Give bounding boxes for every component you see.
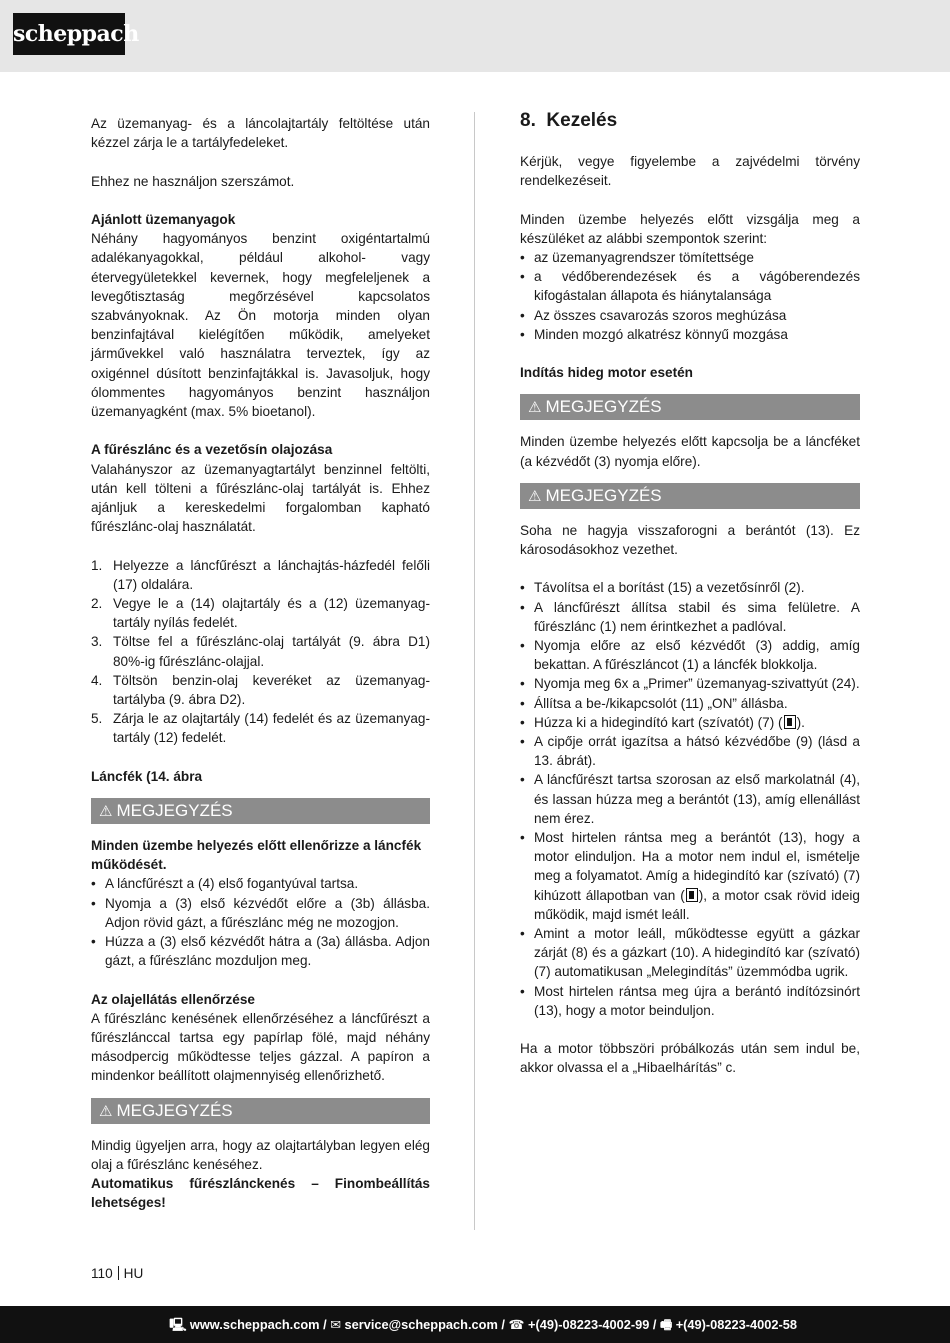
list-item: • Nyomja előre az első kézvédőt (3) addig, amíg bekattan. A fűrészláncot (1) a láncfék blokkolja. bbox=[520, 636, 860, 674]
note-box: ⚠ MEGJEGYZÉS bbox=[91, 1098, 430, 1124]
warning-icon: ⚠ bbox=[528, 487, 542, 505]
warning-icon: ⚠ bbox=[99, 1102, 113, 1120]
list-item: • Most hirtelen rántsa meg a berántót (13), hogy a motor elinduljon. Ha a motor nem indul el, ismételje meg a folyamatot. Amíg a hidegindító kar (szívató) (7) kihúzott állapotban van ( ), a motor csak rövid ideig működik, majd ismét leáll. bbox=[520, 828, 860, 924]
paragraph: Az üzemanyag- és a láncolajtartály feltöltése után kézzel zárja le a tartályfedeleket. bbox=[91, 116, 430, 151]
left-column bbox=[91, 114, 430, 1212]
paragraph: Ha a motor többszöri próbálkozás után sem indul be, akkor olvassa el a „Hibaelhárítás” c. bbox=[520, 1041, 860, 1076]
list-item: • az üzemanyagrendszer tömítettsége bbox=[520, 248, 860, 267]
subheading-check: Az olajellátás ellenőrzése bbox=[91, 991, 255, 1007]
bold-statement: Automatikus fűrészlánckenés – Finombeállítás lehetséges! bbox=[91, 1176, 430, 1211]
bullet-list bbox=[520, 248, 860, 344]
page-number: 110 HU bbox=[91, 1266, 144, 1281]
monitor-icon: 🖳 bbox=[169, 1317, 187, 1332]
list-item: • Húzza a (3) első kézvédőt hátra a (3a) állásba. Adjon gázt, a fűrészlánc mozduljon meg. bbox=[91, 932, 430, 970]
list-item: 4. Töltsön benzin-olaj keveréket az üzemanyag-tartályba (9. ábra D2). bbox=[91, 672, 430, 708]
paragraph: Ehhez ne használjon szerszámot. bbox=[91, 173, 295, 189]
footer-web: www.scheppach.com / bbox=[189, 1317, 327, 1332]
choke-icon bbox=[784, 715, 796, 729]
list-item: • A cipője orrát igazítsa a hátsó kézvédőbe (9) (lásd a 13. ábrát). bbox=[520, 732, 860, 770]
list-item: • Minden mozgó alkatrész könnyű mozgása bbox=[520, 325, 860, 344]
paragraph: Mindig ügyeljen arra, hogy az olajtartályban legyen elég olaj a fűrészlánc kenéséhez. bbox=[91, 1137, 430, 1172]
footer-fax: +(49)-08223-4002-58 bbox=[675, 1317, 797, 1332]
list-item: • Amint a motor leáll, működtesse együtt a gázkar zárját (8) és a gázkart (10). A hidegindító kar (szívató) (7) automatikusan „Melegindítás” üzemmódba ugrik. bbox=[520, 924, 860, 982]
paragraph: Kérjük, vegye figyelembe a zajvédelmi törvény rendelkezéseit. bbox=[520, 154, 860, 189]
paragraph: Minden üzembe helyezés előtt kapcsolja be a láncféket (a kézvédőt (3) nyomja előre). bbox=[520, 434, 860, 469]
choke-icon bbox=[686, 888, 698, 902]
list-item: • Állítsa a be-/kikapcsolót (11) „ON” állásba. bbox=[520, 694, 860, 713]
section-heading: 8. Kezelés bbox=[520, 110, 618, 131]
list-item: • Távolítsa el a borítást (15) a vezetősínről (2). bbox=[520, 578, 860, 597]
footer-mail: service@scheppach.com / bbox=[344, 1317, 505, 1332]
mail-icon: ✉ bbox=[330, 1317, 341, 1332]
footer-bar bbox=[0, 1306, 950, 1343]
list-item: • Most hirtelen rántsa meg újra a berántó indítózsinórt (13), hogy a motor beinduljon. bbox=[520, 982, 860, 1020]
paragraph: A fűrészlánc kenésének ellenőrzéséhez a láncfűrészt a fűrészlánccal tartsa egy papírlap fölé, majd néhány másodpercig működtesse teljes gázzal. A papíron a mindenkor beállított olajmennyiség ellenőrizhető. bbox=[91, 1010, 430, 1084]
bullet-list bbox=[91, 874, 430, 970]
list-item: • a védőberendezések és a vágóberendezés kifogástalan állapota és hiánytalansága bbox=[520, 267, 860, 305]
subheading-fuel: Ajánlott üzemanyagok bbox=[91, 211, 236, 227]
list-item: • Az összes csavarozás szoros meghúzása bbox=[520, 306, 860, 325]
scheppach-logo: scheppach bbox=[13, 13, 125, 55]
subheading-brake: Láncfék (14. ábra bbox=[91, 768, 203, 784]
list-item: • A láncfűrészt tartsa szorosan az első markolatnál (4), és lassan húzza meg a berántót (13), amíg ellenállást nem érez. bbox=[520, 770, 860, 828]
warning-icon: ⚠ bbox=[99, 803, 113, 821]
bullet-list bbox=[520, 578, 860, 1020]
list-item: • Húzza ki a hidegindító kart (szívatót) (7) ( ). bbox=[520, 713, 860, 732]
subheading-oil: A fűrészlánc és a vezetősín olajozása bbox=[91, 442, 333, 458]
paragraph: Valahányszor az üzemanyagtartályt benzinnel feltölti, után kell tölteni a fűrészlánc-olaj tartályát is. Ehhez ajánljuk a kereskedelmi forgalomban kapható fűrészlánc-olaj használatát. bbox=[91, 461, 430, 535]
list-item: 1. Helyezze a láncfűrészt a lánchajtás-házfedél felőli (17) oldalára. bbox=[91, 557, 430, 592]
list-item: • A láncfűrészt állítsa stabil és sima felületre. A fűrészlánc (1) nem érintkezhet a padlóval. bbox=[520, 598, 860, 636]
list-item: • Nyomja a (3) első kézvédőt előre a (3b) állásba. Adjon rövid gázt, a fűrészlánc még ne mozogjon. bbox=[91, 894, 430, 932]
numbered-list bbox=[91, 556, 430, 748]
right-column bbox=[520, 110, 860, 1078]
paragraph: Néhány hagyományos benzint oxigéntartalmú adalékanyagokkal, például alkohol- vagy étervegyületekkel kevernek, hogy megfeleljenek a levegőtisztaság megőrzésével kapcsolatos szabványoknak. Az Ön motorja minden olyan benzinfajtával kielégítően működik, amelyeket járművekkel való használatra terveztek, így az oxigénnel dúsított benzinfajtákkal is. Javasoljuk, hogy ólommentes hagyományos benzint használjon üzemanyagként (max. 5% bioetanol). bbox=[91, 231, 430, 420]
header-band bbox=[0, 0, 950, 72]
bold-statement: Minden üzembe helyezés előtt ellenőrizze a láncfék működését. bbox=[91, 838, 422, 873]
list-item: • A láncfűrészt a (4) első fogantyúval tartsa. bbox=[91, 874, 430, 893]
note-box: ⚠ MEGJEGYZÉS bbox=[91, 798, 430, 824]
subheading-cold-start: Indítás hideg motor esetén bbox=[520, 365, 693, 381]
column-divider bbox=[474, 112, 475, 1230]
footer-phone: +(49)-08223-4002-99 / bbox=[528, 1317, 657, 1332]
paragraph: Soha ne hagyja visszaforogni a berántót (13). Ez károsodásokhoz vezethet. bbox=[520, 522, 860, 558]
note-box: ⚠ MEGJEGYZÉS bbox=[520, 394, 860, 420]
warning-icon: ⚠ bbox=[528, 399, 542, 417]
paragraph: Minden üzembe helyezés előtt vizsgálja meg a készüléket az alábbi szempontok szerint: bbox=[520, 211, 860, 246]
list-item: 2. Vegye le a (14) olajtartály és a (12) üzemanyag-tartály nyílás fedelét. bbox=[91, 596, 430, 631]
fax-icon: 🖷 bbox=[660, 1317, 673, 1332]
phone-icon: ☎ bbox=[508, 1317, 525, 1332]
note-box: ⚠ MEGJEGYZÉS bbox=[520, 483, 860, 509]
list-item: • Nyomja meg 6x a „Primer” üzemanyag-szivattyút (24). bbox=[520, 674, 860, 693]
list-item: 5. Zárja le az olajtartály (14) fedelét és az üzemanyag-tartály (12) fedelét. bbox=[91, 711, 430, 746]
list-item: 3. Töltse fel a fűrészlánc-olaj tartályát (9. ábra D1) 80%-ig fűrészlánc-olajjal. bbox=[91, 634, 430, 669]
